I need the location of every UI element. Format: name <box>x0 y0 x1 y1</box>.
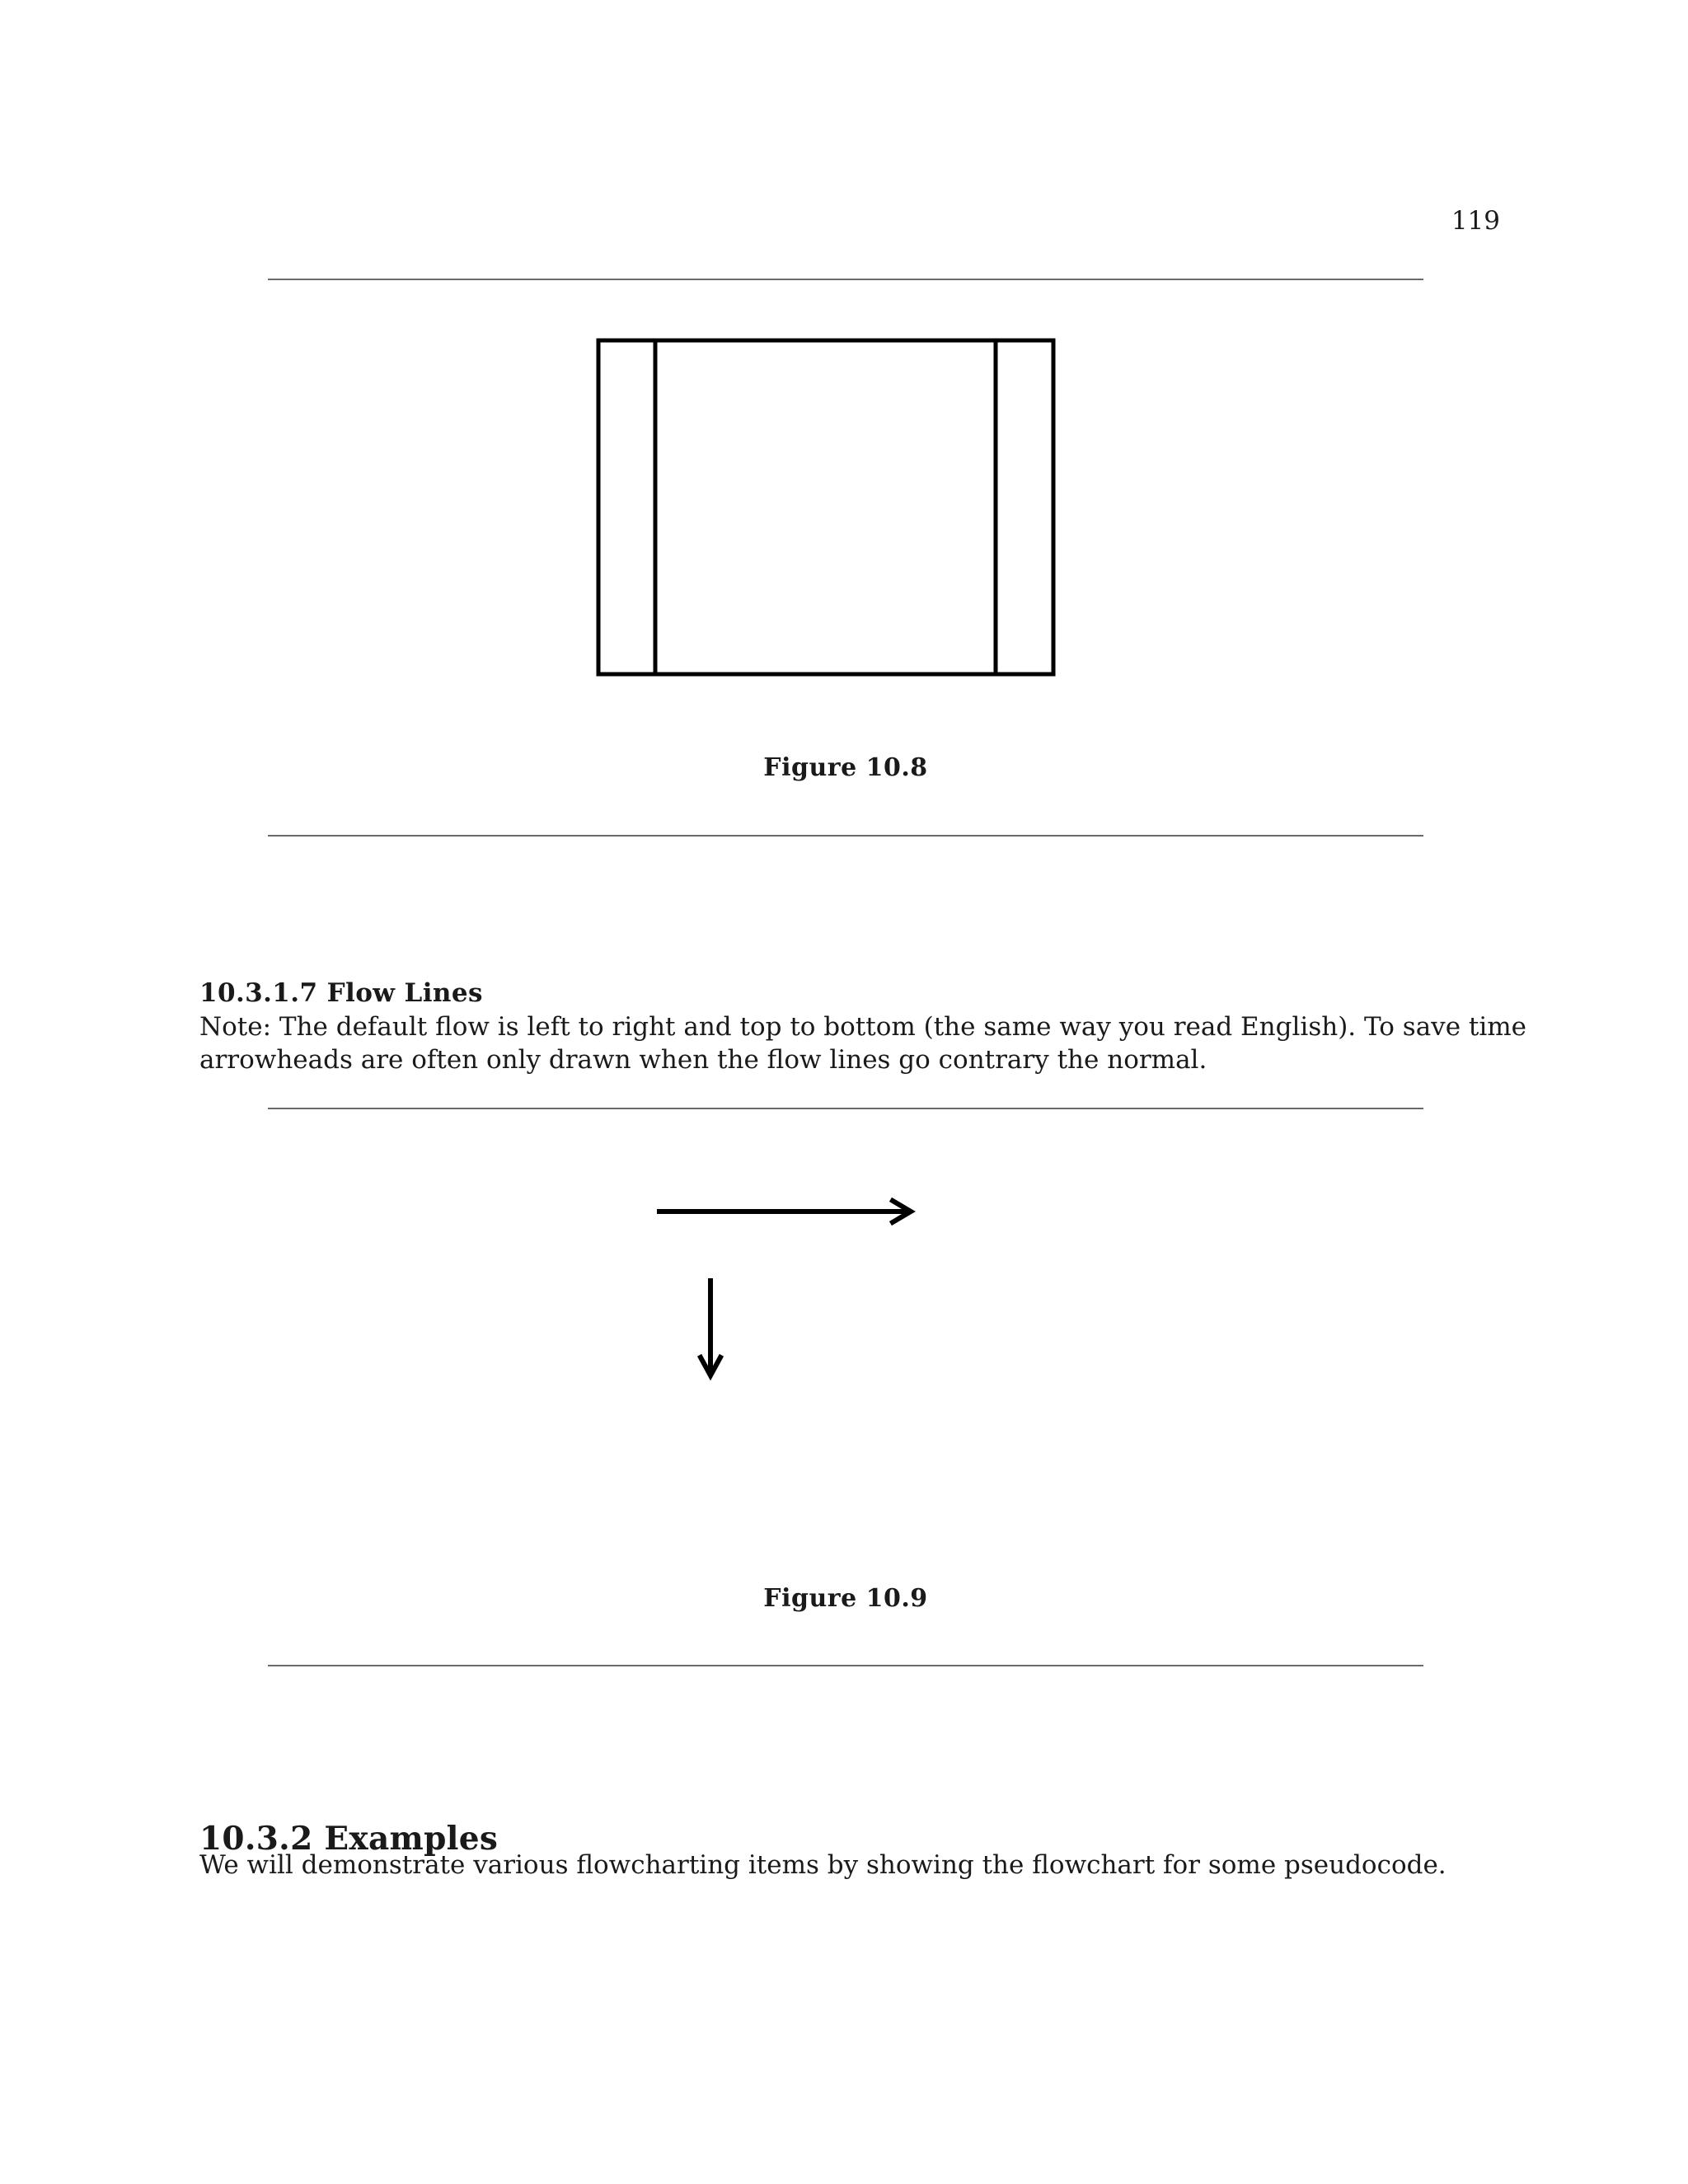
flow-lines-paragraph-line-2: arrowheads are often only drawn when the flow lines go contrary the normal. <box>199 1045 1207 1075</box>
examples-paragraph <box>199 1849 1500 1882</box>
predefined-process-symbol <box>598 340 1053 674</box>
figure-bottom-rule <box>268 835 1423 837</box>
figure-10-9-caption: Figure 10.9 <box>763 1584 928 1613</box>
examples-paragraph-line-1: We will demonstrate various flowcharting items by showing the flowchart for some pseudocode. <box>199 1850 1447 1880</box>
figure-top-rule <box>268 1108 1423 1109</box>
section-heading-examples: 10.3.2 Examples <box>199 1820 499 1858</box>
figure-10-8-caption: Figure 10.8 <box>763 753 928 782</box>
figure-bottom-rule <box>268 1665 1423 1666</box>
flow-lines-paragraph-line-1: Note: The default flow is left to right and top to bottom (the same way you read English). To save time <box>199 1012 1527 1042</box>
section-heading-flow-lines: 10.3.1.7 Flow Lines <box>199 978 483 1008</box>
predefined-process-outer-box <box>598 340 1053 674</box>
arrow-down-icon <box>701 1278 720 1376</box>
flow-lines-paragraph <box>199 1010 1527 1076</box>
page-number: 119 <box>1451 206 1500 236</box>
arrow-right-icon <box>657 1201 911 1222</box>
